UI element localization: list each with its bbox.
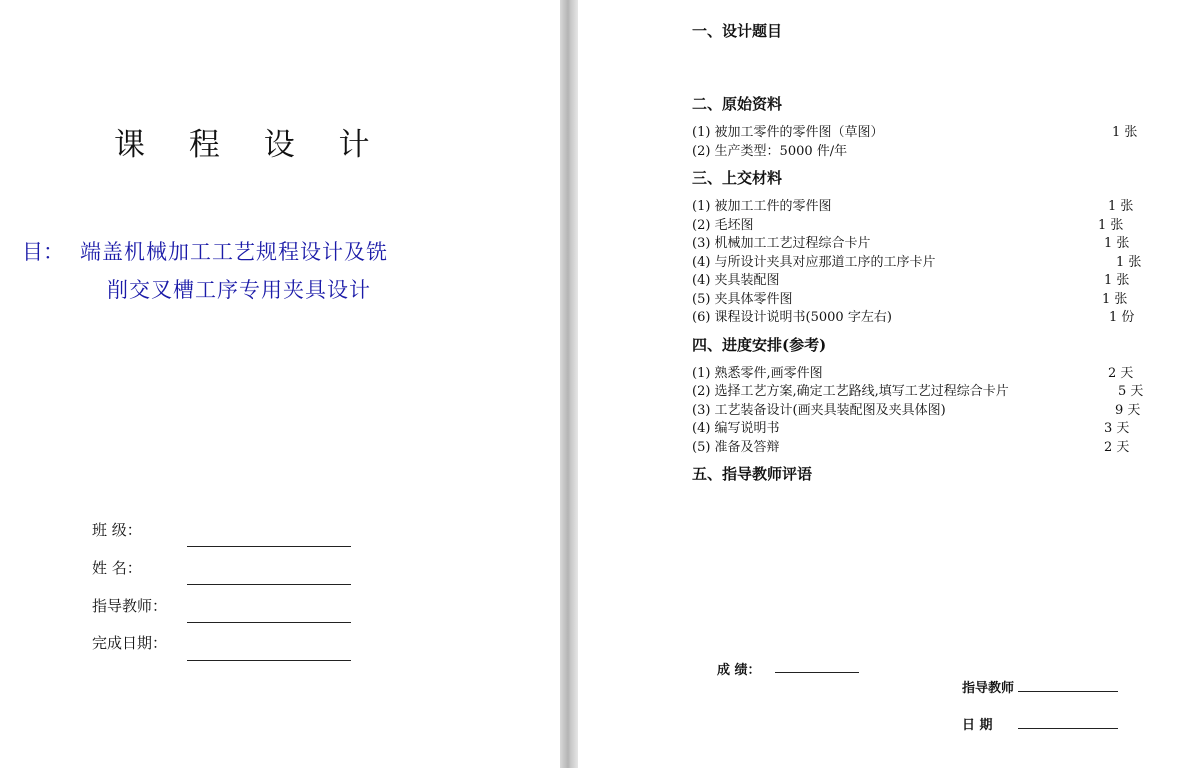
- list-item: (4) 夹具装配图: [692, 273, 780, 288]
- list-item-qty: 2 天: [1104, 440, 1130, 455]
- list-item: (3) 工艺装备设计(画夹具装配图及夹具体图): [692, 403, 946, 418]
- advisor-label: 指导教师：: [92, 597, 168, 615]
- list-item-qty: 5 天: [1118, 384, 1144, 399]
- list-item-qty: 1 张: [1104, 273, 1130, 288]
- list-item-qty: 1 张: [1108, 199, 1134, 214]
- class-field-line: [187, 546, 351, 547]
- list-item: (2) 生产类型：5000 件/年: [692, 144, 848, 159]
- list-item: (3) 机械加工工艺过程综合卡片: [692, 236, 871, 251]
- date-label: 完成日期：: [92, 634, 168, 652]
- topic-line-2: 削交叉槽工序专用夹具设计: [107, 278, 371, 302]
- list-item-qty: 1 份: [1109, 310, 1135, 325]
- class-label: 班 级：: [92, 521, 142, 539]
- list-item-qty: 1 张: [1116, 255, 1142, 270]
- list-item: (2) 选择工艺方案,确定工艺路线,填写工艺过程综合卡片: [692, 384, 1009, 399]
- cover-page: [0, 0, 560, 768]
- topic-line-1: 端盖机械加工工艺规程设计及铣: [80, 240, 388, 264]
- list-item-qty: 1 张: [1102, 292, 1128, 307]
- page-gutter: [560, 0, 578, 768]
- list-item-qty: 3 天: [1104, 421, 1130, 436]
- date-sign-label: 日 期: [962, 718, 993, 733]
- assignment-page: [578, 0, 1203, 768]
- list-item: (6) 课程设计说明书(5000 字左右): [692, 310, 892, 325]
- list-item-qty: 1 张: [1112, 125, 1138, 140]
- date-sign-line: [1018, 728, 1118, 729]
- grade-label: 成 绩：: [717, 663, 761, 678]
- list-item: (2) 毛坯图: [692, 218, 754, 233]
- section-heading: 一、设计题目: [692, 22, 783, 40]
- list-item: (1) 被加工工件的零件图: [692, 199, 832, 214]
- advisor-field-line: [187, 622, 351, 623]
- advisor-sign-label: 指导教师: [962, 681, 1015, 696]
- list-item-qty: 2 天: [1108, 366, 1134, 381]
- list-item: (5) 准备及答辩: [692, 440, 780, 455]
- grade-line: [775, 672, 859, 673]
- list-item: (4) 与所设计夹具对应那道工序的工序卡片: [692, 255, 936, 270]
- name-field-line: [187, 584, 351, 585]
- list-item-qty: 1 张: [1098, 218, 1124, 233]
- cover-title: 课 程 设 计: [114, 127, 387, 163]
- advisor-sign-line: [1018, 691, 1118, 692]
- name-label: 姓 名：: [92, 559, 142, 577]
- list-item: (4) 编写说明书: [692, 421, 780, 436]
- date-field-line: [187, 660, 351, 661]
- list-item-qty: 9 天: [1115, 403, 1141, 418]
- list-item: (1) 熟悉零件,画零件图: [692, 366, 823, 381]
- list-item-qty: 1 张: [1104, 236, 1130, 251]
- topic-prefix: 目：: [22, 240, 64, 264]
- section-heading: 五、指导教师评语: [692, 465, 813, 483]
- section-heading: 二、原始资料: [692, 95, 783, 113]
- list-item: (5) 夹具体零件图: [692, 292, 793, 307]
- section-heading: 三、上交材料: [692, 169, 783, 187]
- list-item: (1) 被加工零件的零件图（草图）: [692, 125, 884, 140]
- section-heading: 四、进度安排(参考): [692, 336, 827, 354]
